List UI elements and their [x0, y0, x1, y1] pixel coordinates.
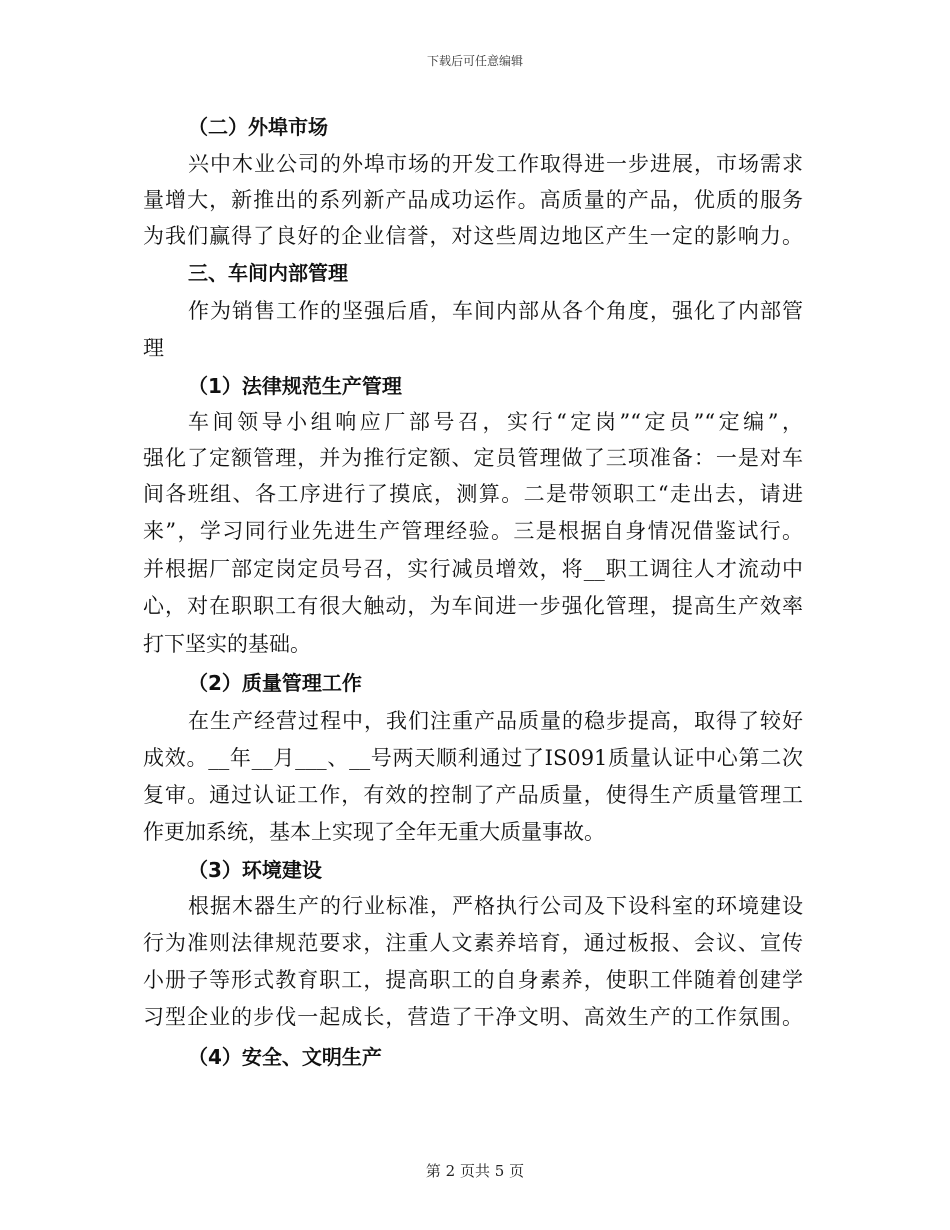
paragraph-line: 理: [143, 336, 164, 360]
paragraph-line: 车间领导小组响应厂部号召，实行“定岗”“定员”“定编”，: [188, 410, 803, 434]
paragraph-line: 间各班组、各工序进行了摸底，测算。二是带领职工“走出去，请进: [143, 482, 803, 506]
paragraph-line: 心，对在职职工有很大触动，为车间进一步强化管理，提高生产效率: [143, 594, 803, 618]
section-heading-safety: （4）安全、文明生产: [188, 1045, 382, 1069]
paragraph-line: 在生产经营过程中，我们注重产品质量的稳步提高，取得了较好: [188, 709, 803, 733]
paragraph-line: 作更加系统，基本上实现了全年无重大质量事故。: [143, 820, 605, 844]
paragraph-line: 强化了定额管理，并为推行定额、定员管理做了三项准备：一是对车: [143, 446, 803, 470]
paragraph-line: 打下坚实的基础。: [143, 632, 311, 656]
paragraph-line: 量增大，新推出的系列新产品成功运作。高质量的产品，优质的服务: [143, 188, 803, 212]
paragraph-line: 行为准则法律规范要求，注重人文素养培育，通过板报、会议、宣传: [143, 931, 803, 955]
section-heading-legal-production: （1）法律规范生产管理: [188, 374, 402, 398]
paragraph-line: 习型企业的步伐一起成长，营造了干净文明、高效生产的工作氛围。: [143, 1005, 803, 1029]
paragraph-line: 根据木器生产的行业标准，严格执行公司及下设科室的环境建设: [188, 894, 803, 918]
paragraph-line: 小册子等形式教育职工，提高职工的自身素养，使职工伴随着创建学: [143, 968, 803, 992]
header-note: 下载后可任意编辑: [426, 54, 523, 68]
paragraph-line: 复审。通过认证工作，有效的控制了产品质量，使得生产质量管理工: [143, 783, 803, 807]
section-heading-quality-management: （2）质量管理工作: [188, 671, 362, 695]
section-heading-waibu-market: （二）外埠市场: [188, 115, 328, 139]
paragraph-line: 来”，学习同行业先进生产管理经验。三是根据自身情况借鉴试行。: [143, 519, 803, 543]
page-number: 第 2 页共 5 页: [425, 1162, 525, 1180]
paragraph-line: 为我们赢得了良好的企业信誉，对这些周边地区产生一定的影响力。: [143, 224, 803, 248]
paragraph-line: 兴中木业公司的外埠市场的开发工作取得进一步进展，市场需求: [188, 152, 803, 176]
section-heading-environment: （3）环境建设: [188, 858, 322, 882]
section-heading-workshop-management: 三、车间内部管理: [188, 261, 348, 285]
paragraph-line: 并根据厂部定岗定员号召，实行减员增效，将__职工调往人才流动中: [143, 557, 803, 581]
paragraph-line: 作为销售工作的坚强后盾，车间内部从各个角度，强化了内部管: [188, 299, 803, 323]
paragraph-line: 成效。__年__月___、__号两天顺利通过了IS091质量认证中心第二次: [143, 746, 803, 770]
